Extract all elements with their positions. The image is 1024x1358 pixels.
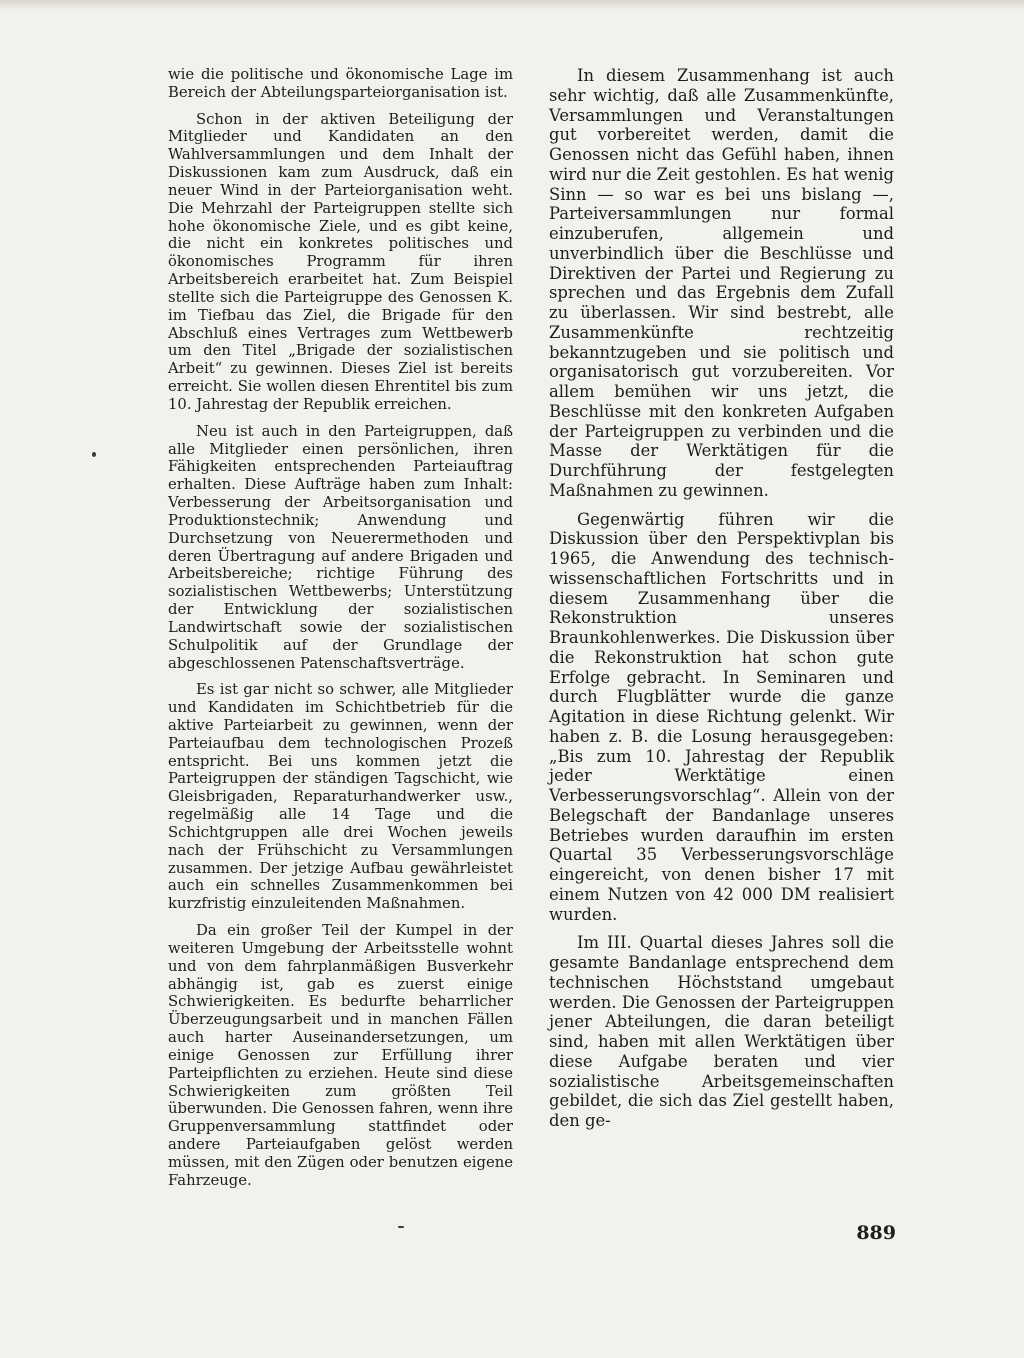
print-speck — [398, 1226, 404, 1228]
paragraph: Da ein großer Teil der Kumpel in der weiteren Umgebung der Arbeitsstelle wohnt und von dem fahrplanmäßigen Busverkehr abhängig ist, gab es zuerst einige Schwierigkeiten. Es bedurfte beharrlicher Überzeugungsarbeit und in manchen Fällen auch harter Auseinandersetzungen, um einige Genossen zur Erfüllung ihrer Parteipflichten zu erziehen. Heute sind diese Schwierigkeiten zum größten Teil überwunden. Die Genossen fahren, wenn ihre Gruppenversammlung stattfindet oder andere Parteiaufgaben gelöst werden müssen, mit den Zügen oder benutzen eigene Fahrzeuge. — [168, 922, 513, 1189]
paragraph: Es ist gar nicht so schwer, alle Mitglieder und Kandidaten im Schichtbetrieb für die aktive Parteiarbeit zu gewinnen, wenn der Parteiaufbau dem technologischen Prozeß entspricht. Bei uns kommen jetzt die Parteigruppen der ständigen Tagschicht, wie Gleisbrigaden, Reparaturhandwerker usw., regelmäßig alle 14 Tage und die Schichtgruppen alle drei Wochen jeweils nach der Frühschicht zu Versammlungen zusammen. Der jetzige Aufbau gewährleistet auch ein schnelles Zusammenkommen bei kurzfristig einzuleitenden Maßnahmen. — [168, 681, 513, 913]
paragraph: Neu ist auch in den Parteigruppen, daß alle Mitglieder einen persönlichen, ihren Fähigkeiten entsprechenden Parteiauftrag erhalten. Diese Aufträge haben zum Inhalt: Verbesserung der Arbeitsorganisation und Produktionstechnik; Anwendung und Durchsetzung von Neuerermethoden und deren Übertragung auf andere Brigaden und Arbeitsbereiche; richtige Führung des sozialistischen Wettbewerbs; Unterstützung der Entwicklung der sozialistischen Landwirtschaft sowie der sozialistischen Schulpolitik auf der Grundlage der abgeschlossenen Patenschaftsverträge. — [168, 422, 513, 672]
print-speck — [92, 452, 96, 457]
paragraph: Gegenwärtig führen wir die Diskussion über den Perspektivplan bis 1965, die Anwendung des technisch-wissenschaftlichen Fortschritts und in diesem Zusammenhang über die Rekonstruktion unseres Braunkohlenwerkes. Die Diskussion über die Rekonstruktion hat schon gute Erfolge gebracht. In Seminaren und durch Flugblätter wurde die ganze Agitation in diese Richtung gelenkt. Wir haben z. B. die Losung herausgegeben: „Bis zum 10. Jahrestag der Republik jeder Werktätige einen Verbesserungsvorschlag“. Allein von der Belegschaft der Bandanlage unseres Betriebes wurden daraufhin im ersten Quartal 35 Verbesserungsvorschläge eingereicht, von denen bisher 17 mit einem Nutzen von 42 000 DM realisiert wurden. — [549, 509, 894, 924]
paragraph: wie die politische und ökonomische Lage im Bereich der Abteilungsparteiorganisation ist. — [168, 66, 513, 101]
paragraph: Schon in der aktiven Beteiligung der Mitglieder und Kandidaten an den Wahlversammlungen und dem Inhalt der Diskussionen kam zum Ausdruck, daß ein neuer Wind in der Parteiorganisation weht. Die Mehrzahl der Parteigruppen stellte sich hohe ökonomische Ziele, und es gibt keine, die nicht ein konkretes politisches und ökonomisches Programm für ihren Arbeitsbereich erarbeitet hat. Zum Beispiel stellte sich die Parteigruppe des Genossen K. im Tiefbau das Ziel, die Brigade für den Abschluß eines Vertrages zum Wettbewerb um den Titel „Brigade der sozialistischen Arbeit“ zu gewinnen. Dieses Ziel ist bereits erreicht. Sie wollen diesen Ehrentitel bis zum 10. Jahrestag der Republik erreichen. — [168, 110, 513, 413]
page-number: 889 — [856, 1222, 896, 1244]
paragraph: Im III. Quartal dieses Jahres soll die gesamte Bandanlage entsprechend dem technischen Höchststand umgebaut werden. Die Genossen der Parteigruppen jener Abteilungen, die daran beteiligt sind, haben mit allen Werktätigen über diese Aufgabe beraten und vier sozialistische Arbeitsgemeinschaften gebildet, die sich das Ziel gestellt haben, den ge- — [549, 933, 894, 1130]
left-text-column — [168, 66, 513, 1199]
right-text-column — [549, 66, 894, 1140]
page-edge-shadow — [0, 0, 1024, 10]
paragraph: In diesem Zusammenhang ist auch sehr wichtig, daß alle Zusammenkünfte, Versammlungen und Veranstaltungen gut vorbereitet werden, damit die Genossen nicht das Gefühl haben, ihnen wird nur die Zeit gestohlen. Es hat wenig Sinn — so war es bei uns bislang —, Parteiversammlungen nur formal einzuberufen, allgemein und unverbindlich über die Beschlüsse und Direktiven der Partei und Regierung zu sprechen und das Ergebnis dem Zufall zu überlassen. Wir sind bestrebt, alle Zusammenkünfte rechtzeitig bekanntzugeben und sie politisch und organisatorisch gut vorzubereiten. Vor allem bemühen wir uns jetzt, die Beschlüsse mit den konkreten Aufgaben der Parteigruppen zu verbinden und die Masse der Werktätigen für die Durchführung der festgelegten Maßnahmen zu gewinnen. — [549, 66, 895, 500]
